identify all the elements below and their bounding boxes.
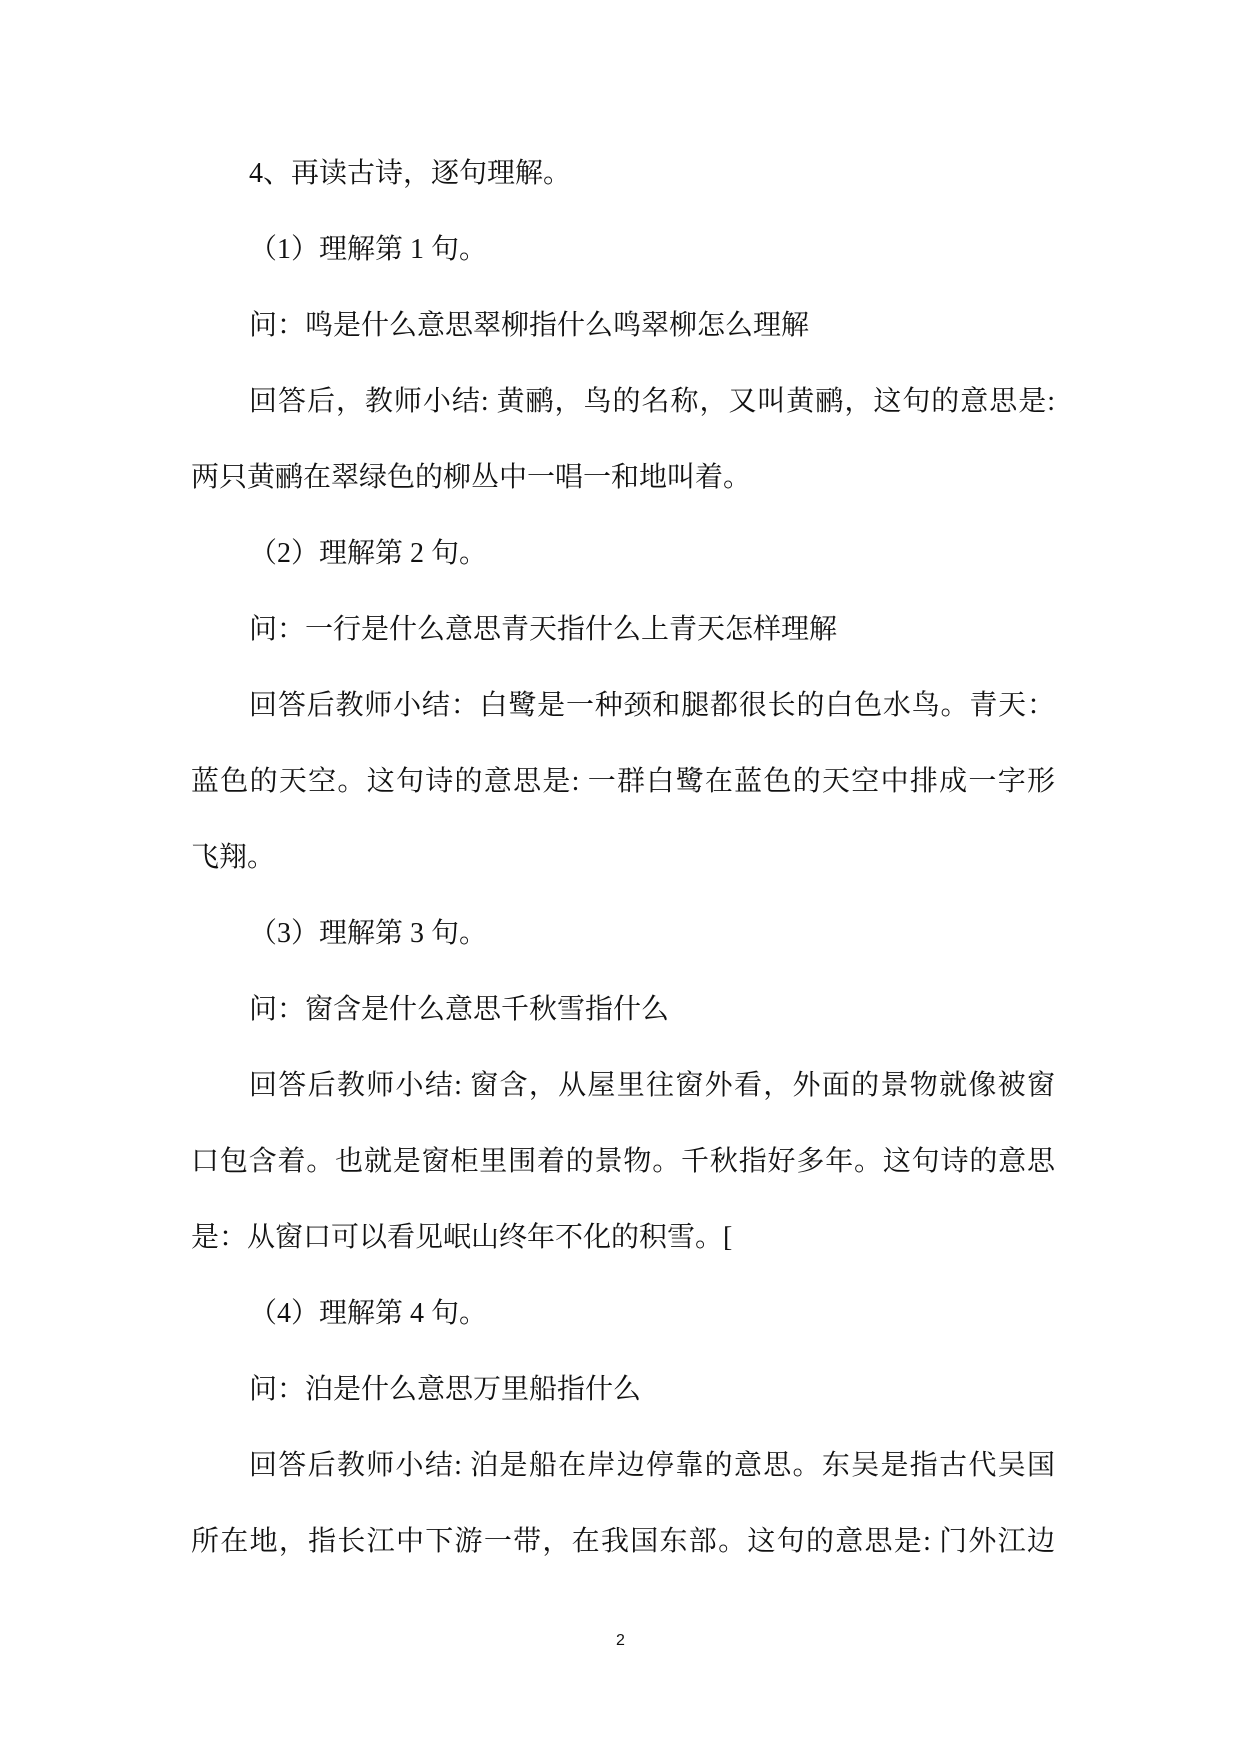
text-line: 蓝色的天空。这句诗的意思是: 一群白鹭在蓝色的天空中排成一字形 — [191, 766, 1055, 797]
paragraph — [191, 668, 1055, 896]
text-line: 飞翔。 — [191, 842, 276, 873]
text-line: 两只黄鹂在翠绿色的柳丛中一唱一和地叫着。 — [191, 462, 752, 493]
text-line: 口包含着。也就是窗柜里围着的景物。千秋指好多年。这句诗的意思 — [191, 1146, 1055, 1177]
text-line: 问：一行是什么意思青天指什么上青天怎样理解 — [249, 614, 838, 645]
text-line: 4、再读古诗，逐句理解。 — [249, 158, 572, 189]
text-line: 所在地，指长江中下游一带，在我国东部。这句的意思是: 门外江边 — [191, 1526, 1055, 1557]
paragraph — [191, 516, 1055, 592]
paragraph — [191, 288, 1055, 364]
paragraph — [191, 592, 1055, 668]
text-line: （1）理解第 1 句。 — [249, 234, 488, 265]
text-line: 回答后教师小结: 窗含，从屋里往窗外看，外面的景物就像被窗 — [249, 1070, 1055, 1101]
text-line: （4）理解第 4 句。 — [249, 1298, 488, 1329]
paragraph — [191, 1048, 1055, 1276]
paragraph — [191, 972, 1055, 1048]
paragraph — [191, 1352, 1055, 1428]
page-number: 2 — [616, 1632, 625, 1649]
paragraph — [191, 212, 1055, 288]
text-line: 是：从窗口可以看见岷山终年不化的积雪。[ — [191, 1222, 733, 1253]
text-line: （2）理解第 2 句。 — [249, 538, 488, 569]
paragraph — [191, 1428, 1055, 1580]
paragraph — [191, 136, 1055, 212]
text-line: （3）理解第 3 句。 — [249, 918, 488, 949]
text-line: 回答后教师小结: 泊是船在岸边停靠的意思。东吴是指古代吴国 — [249, 1450, 1055, 1481]
paragraph — [191, 1276, 1055, 1352]
paragraph — [191, 896, 1055, 972]
text-line: 回答后，教师小结: 黄鹂，鸟的名称，又叫黄鹂，这句的意思是: — [249, 386, 1055, 417]
text-line: 问：鸣是什么意思翠柳指什么鸣翠柳怎么理解 — [249, 310, 810, 341]
text-line: 问：窗含是什么意思千秋雪指什么 — [249, 994, 670, 1025]
text-line: 问：泊是什么意思万里船指什么 — [249, 1374, 642, 1405]
text-line: 回答后教师小结：白鹭是一种颈和腿都很长的白色水鸟。青天： — [249, 690, 1055, 721]
document-body — [191, 136, 1055, 1580]
paragraph — [191, 364, 1055, 516]
